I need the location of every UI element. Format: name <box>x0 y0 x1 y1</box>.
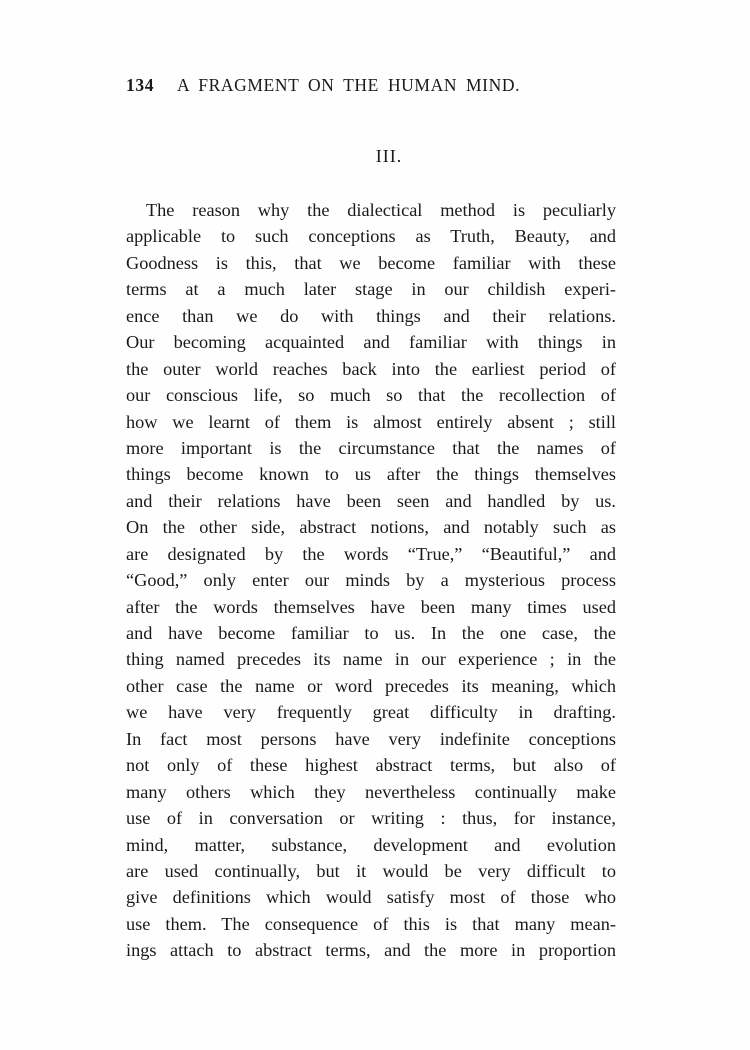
text-line: more important is the circumstance that the names of <box>126 437 616 458</box>
text-line: “Good,” only enter our minds by a mysterious process <box>126 570 616 591</box>
text-line: our conscious life, so much so that the recollection of <box>126 385 616 406</box>
body-paragraph <box>126 197 616 964</box>
text-line: use them. The consequence of this is that many mean- <box>126 913 616 934</box>
text-line: thing named precedes its name in our experience ; in the <box>126 649 616 670</box>
text-line: Our becoming acquainted and familiar with things in <box>126 332 616 353</box>
text-line: terms at a much later stage in our childish experi- <box>126 279 616 300</box>
text-line: ings attach to abstract terms, and the more in proportion <box>126 940 616 961</box>
text-line: The reason why the dialectical method is peculiarly <box>146 200 616 220</box>
text-line: and their relations have been seen and handled by us. <box>126 490 616 511</box>
text-line: not only of these highest abstract terms, but also of <box>126 755 616 776</box>
text-line: after the words themselves have been many times used <box>126 596 616 617</box>
text-line: On the other side, abstract notions, and notably such as <box>126 517 616 538</box>
text-line: are used continually, but it would be very difficult to <box>126 860 616 881</box>
text-line: the outer world reaches back into the earliest period of <box>126 358 616 379</box>
text-line: and have become familiar to us. In the one case, the <box>126 623 616 643</box>
text-line: use of in conversation or writing : thus, for instance, <box>126 808 616 829</box>
text-line: mind, matter, substance, development and evolution <box>126 834 616 855</box>
page-number: 134 <box>126 75 155 95</box>
text-line: are designated by the words “True,” “Beautiful,” and <box>126 543 616 564</box>
text-line: how we learnt of them is almost entirely absent ; still <box>126 411 616 432</box>
text-line: other case the name or word precedes its meaning, which <box>126 675 616 696</box>
text-line: ence than we do with things and their relations. <box>126 305 616 326</box>
text-line: many others which they nevertheless continually make <box>126 781 616 802</box>
text-line: In fact most persons have very indefinite conceptions <box>126 728 616 749</box>
running-head <box>126 75 606 96</box>
section-number: III. <box>375 146 403 166</box>
text-line: give definitions which would satisfy most of those who <box>126 887 616 908</box>
text-line: we have very frequently great difficulty in drafting. <box>126 702 616 723</box>
section-heading <box>0 146 750 167</box>
text-line: things become known to us after the things themselves <box>126 464 616 485</box>
text-line: Goodness is this, that we become familiar with these <box>126 252 616 273</box>
running-head-title: A FRAGMENT ON THE HUMAN MIND. <box>177 75 521 95</box>
text-line: applicable to such conceptions as Truth, Beauty, and <box>126 226 616 247</box>
